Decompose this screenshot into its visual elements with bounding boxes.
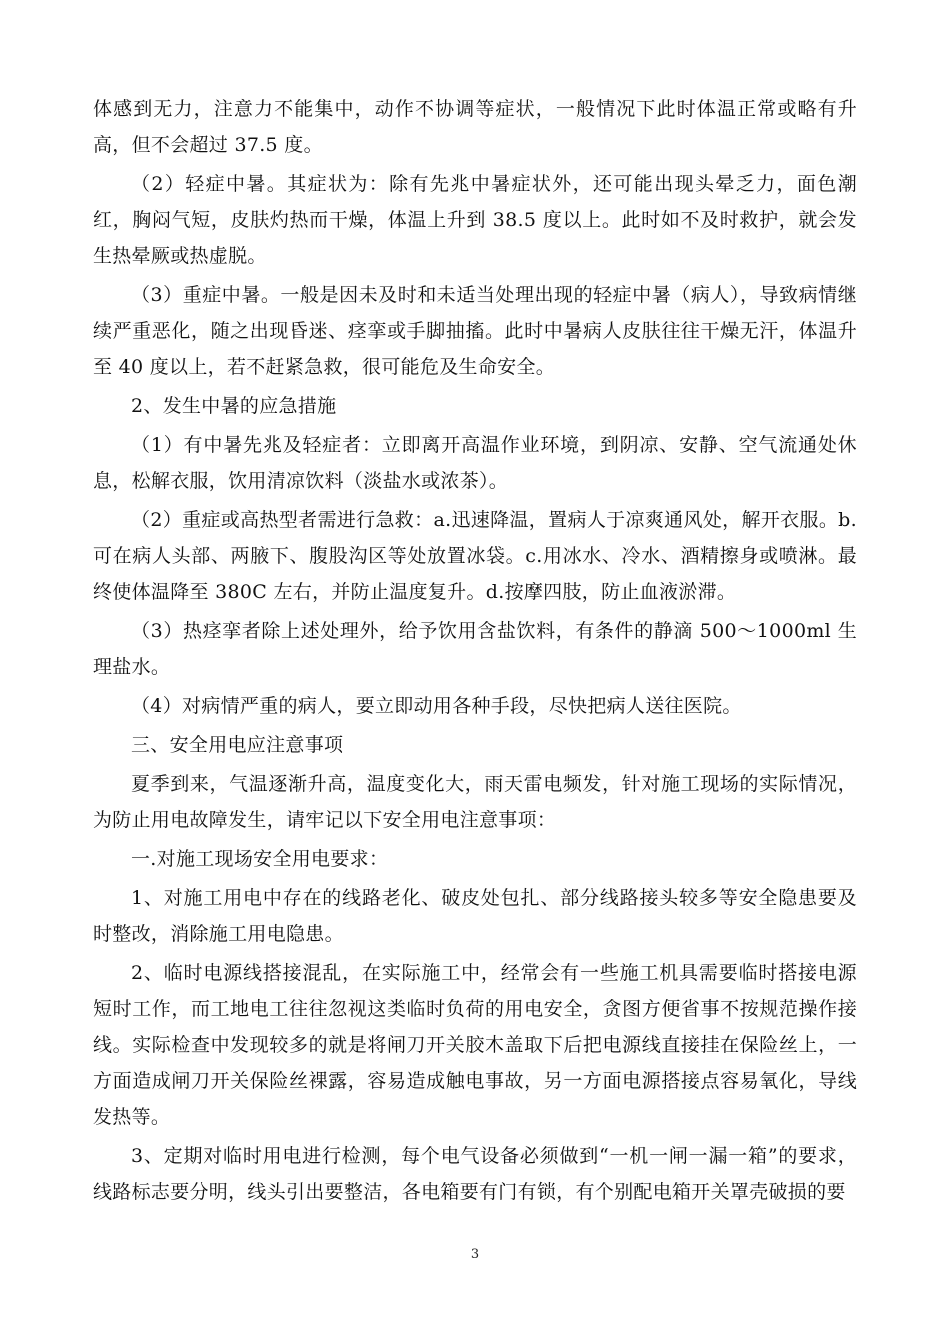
section-heading: 三、安全用电应注意事项 [131,734,344,756]
paragraph: （2）重症或高热型者需进行急救：a.迅速降温，置病人于凉爽通风处，解开衣服。b.可在病人头部、两腋下、腹股沟区等处放置冰袋。c.用冰水、冷水、酒精擦身或喷淋。最终使体温降至 380C 左右，并防止温度复升。d.按摩四肢，防止血液淤滞。 [93,509,857,603]
paragraph: （2）轻症中暑。其症状为：除有先兆中暑症状外，还可能出现头晕乏力，面色潮红，胸闷气短，皮肤灼热而干燥，体温上升到 38.5 度以上。此时如不及时救护，就会发生热晕厥或热虚脱。 [93,173,857,267]
paragraph: 夏季到来，气温逐渐升高，温度变化大，雨天雷电频发，针对施工现场的实际情况，为防止用电故障发生，请牢记以下安全用电注意事项： [93,773,857,831]
page-body [93,91,857,1210]
paragraph: （3）热痉挛者除上述处理外，给予饮用含盐饮料，有条件的静滴 500～1000ml 生理盐水。 [93,620,857,678]
paragraph: （4）对病情严重的病人，要立即动用各种手段，尽快把病人送往医院。 [131,695,742,717]
section-heading: 2、发生中暑的应急措施 [131,395,337,417]
paragraph: （3）重症中暑。一般是因未及时和未适当处理出现的轻症中暑（病人），导致病情继续严重恶化，随之出现昏迷、痉挛或手脚抽搐。此时中暑病人皮肤往往干燥无汗，体温升至 40 度以上，若不赶紧急救，很可能危及生命安全。 [93,284,857,378]
paragraph: 3、定期对临时用电进行检测，每个电气设备必须做到“一机一闸一漏一箱”的要求，线路标志要分明，线头引出要整洁，各电箱要有门有锁，有个别配电箱开关罩壳破损的要 [93,1145,857,1203]
paragraph: （1）有中暑先兆及轻症者：立即离开高温作业环境，到阴凉、安静、空气流通处休息，松解衣服，饮用清凉饮料（淡盐水或浓茶）。 [93,434,857,492]
paragraph: 体感到无力，注意力不能集中，动作不协调等症状，一般情况下此时体温正常或略有升高，但不会超过 37.5 度。 [93,98,857,156]
paragraph: 1、对施工用电中存在的线路老化、破皮处包扎、部分线路接头较多等安全隐患要及时整改，消除施工用电隐患。 [93,887,857,945]
page-number: 3 [470,1247,480,1262]
subsection-heading: 一.对施工现场安全用电要求： [131,848,389,870]
paragraph: 2、临时电源线搭接混乱，在实际施工中，经常会有一些施工机具需要临时搭接电源短时工作，而工地电工往往忽视这类临时负荷的用电安全，贪图方便省事不按规范操作接线。实际检查中发现较多的就是将闸刀开关胶木盖取下后把电源线直接挂在保险丝上，一方面造成闸刀开关保险丝裸露，容易造成触电事故，另一方面电源搭接点容易氧化，导线发热等。 [93,962,857,1128]
